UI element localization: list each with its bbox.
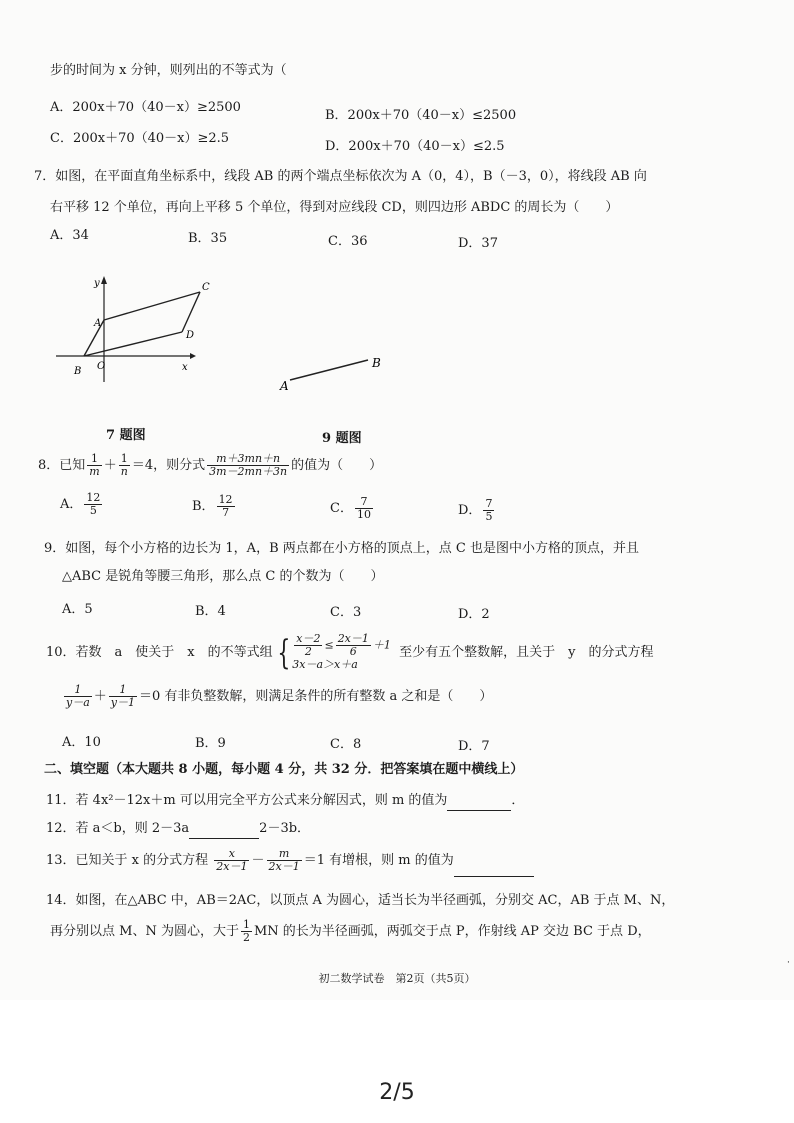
q8-option-b: B． $\frac{12}{7}$	[192, 493, 233, 519]
q14-pre2: 再分别以点 M、N 为圆心，大于	[50, 924, 239, 939]
q10-inequality-system: $\frac{x-2}{2}$ ≤ $\frac{2x-1}{6}$ ＋1 3x－a＞x＋a	[292, 632, 391, 671]
q10-stem: 10．若数 a 使关于 x 的不等式组 { $\frac{x-2}{2}$ ≤ $\frac{2x-1}{6}$ ＋1 3x－a＞x＋a 至少有五个整数解，且关于 y 的分式方程	[46, 632, 654, 673]
q13-frac-1: $\frac{x}{2x-1}$	[216, 847, 248, 873]
q8-option-c: C． $\frac{7}{10}$	[330, 495, 371, 521]
label-b-9: B	[372, 356, 381, 370]
q10-pre: 10．若数 a 使关于 x 的不等式组	[46, 645, 273, 660]
figure-9-caption: 9 题图	[322, 431, 362, 446]
q13-answer-blank[interactable]	[454, 846, 534, 877]
q9-line2: △ABC 是锐角等腰三角形，那么点 C 的个数为（ ）	[62, 569, 384, 584]
segment-ac	[104, 292, 200, 320]
q8-option-d: D． $\frac{7}{5}$	[458, 497, 493, 523]
q10-post: 至少有五个整数解，且关于 y 的分式方程	[399, 645, 654, 660]
q14-post2: MN 的长为半径画弧，两弧交于点 P，作射线 AP 交边 BC 于点 D，	[253, 924, 651, 939]
q9-option-d: D．2	[458, 607, 490, 622]
page-number: 2/5	[379, 1080, 415, 1105]
q10-option-c: C．8	[330, 737, 362, 752]
q8-frac-expression: $\frac{m+3mn+n}{3m-2mn+3n}$	[209, 452, 288, 478]
q8-frac-1-over-m: $\frac{1}{m}$	[89, 452, 100, 478]
q9-line1: 9．如图，每个小方格的边长为 1，A，B 两点都在小方格的顶点上，点 C 也是图中小方格的顶点，并且	[44, 541, 639, 556]
q13-pre: 13．已知关于 x 的分式方程	[46, 853, 209, 868]
q10-frac-1: $\frac{1}{y-a}$	[66, 683, 90, 709]
q10-frac-2: $\frac{1}{y-1}$	[110, 683, 136, 709]
scan-mark: ·	[787, 958, 790, 968]
q12	[46, 820, 310, 839]
q12-answer-blank[interactable]	[189, 820, 259, 839]
y-axis-arrow	[101, 276, 107, 284]
q11-text: 11．若 4x²－12x＋m 可以用完全平方公式来分解因式，则 m 的值为	[46, 793, 448, 808]
q13: 13．已知关于 x 的分式方程 $\frac{x}{2x-1}$ － $\frac{m}{2x-1}$ ＝1 有增根，则 m 的值为	[46, 846, 534, 877]
label-b: B	[74, 366, 82, 377]
q9-option-c: C．3	[330, 605, 362, 620]
q7-option-b: B．35	[188, 231, 228, 246]
q6-option-b: B．200x＋70（40－x）≤2500	[325, 108, 517, 123]
q14-line1: 14．如图，在△ABC 中，AB＝2AC，以顶点 A 为圆心，适当长为半径画弧，分别交 AC，AB 于点 M、N，	[46, 893, 675, 908]
label-x: x	[182, 362, 188, 373]
label-o: O	[97, 361, 106, 372]
q9-option-a: A．5	[62, 602, 93, 617]
label-c: C	[202, 282, 210, 293]
q6-tail: 步的时间为 x 分钟，则列出的不等式为（	[50, 63, 287, 78]
segment-cd	[182, 292, 200, 332]
q9-option-b: B．4	[195, 604, 226, 619]
q7-option-d: D．37	[458, 236, 498, 251]
q8-mid: ＝4，则分式	[131, 458, 206, 473]
label-a: A	[94, 318, 102, 329]
q13-frac-2: $\frac{m}{2x-1}$	[268, 847, 300, 873]
page-footer: 初二数学试卷 第2页（共5页）	[318, 972, 476, 985]
x-axis-arrow	[190, 353, 196, 359]
segment-ab-9	[290, 360, 368, 380]
q11: 11．若 4x²－12x＋m 可以用完全平方公式来分解因式，则 m 的值为 ．	[46, 792, 524, 811]
q8-stem: 8．已知 $\frac{1}{m}$ ＋ $\frac{1}{n}$ ＝4，则分式 $\frac{m+3mn+n}{3m-2mn+3n}$ 的值为（ ）	[38, 452, 383, 478]
q10-line2-text: ＝0 有非负整数解，则满足条件的所有整数 a 之和是（ ）	[139, 689, 493, 704]
q12-post: 2－3b．	[259, 821, 311, 836]
q10-option-a: A．10	[62, 735, 101, 750]
figure-9-segment	[270, 350, 400, 400]
q6-option-c: C．200x＋70（40－x）≥2.5	[50, 131, 230, 146]
q8-pre: 8．已知	[38, 458, 86, 473]
q14-line2	[50, 917, 651, 947]
q7-line2: 右平移 12 个单位，再向上平移 5 个单位，得到对应线段 CD，则四边形 ABDC 的周长为（ ）	[50, 200, 619, 215]
q10-option-d: D．7	[458, 739, 490, 754]
q8-option-a: A． $\frac{12}{5}$	[60, 491, 101, 517]
label-a-9: A	[280, 379, 289, 393]
figure-7-coordinate-plane	[50, 270, 220, 390]
q7-option-a: A．34	[50, 228, 89, 243]
segment-bd	[84, 332, 182, 356]
q8-frac-1-over-n: $\frac{1}{n}$	[120, 452, 128, 478]
q12-pre: 12．若 a＜b，则 2－3a	[46, 821, 190, 836]
q7-line1: 7．如图，在平面直角坐标系中，线段 AB 的两个端点坐标依次为 A（0，4），B（－3，0），将线段 AB 向	[34, 169, 647, 184]
figure-7-caption: 7 题图	[106, 428, 146, 443]
q13-post: ＝1 有增根，则 m 的值为	[303, 853, 454, 868]
q14-frac-half: $\frac{1}{2}$	[242, 918, 250, 944]
q10-line2: $\frac{1}{y-a}$ ＋ $\frac{1}{y-1}$ ＝0 有非负整数解，则满足条件的所有整数 a 之和是（ ）	[66, 683, 493, 709]
q8-post: 的值为（ ）	[291, 458, 383, 473]
q10-option-b: B．9	[195, 736, 226, 751]
section-2-title: 二、填空题（本大题共 8 小题，每小题 4 分，共 32 分．把答案填在题中横线上）	[44, 762, 524, 777]
q6-option-d: D．200x＋70（40－x）≤2.5	[325, 139, 505, 154]
q7-option-c: C．36	[328, 234, 368, 249]
label-d: D	[186, 330, 195, 341]
q11-answer-blank[interactable]	[447, 792, 511, 811]
label-y: y	[94, 278, 100, 289]
q6-option-a: A．200x＋70（40－x）≥2500	[50, 100, 241, 115]
